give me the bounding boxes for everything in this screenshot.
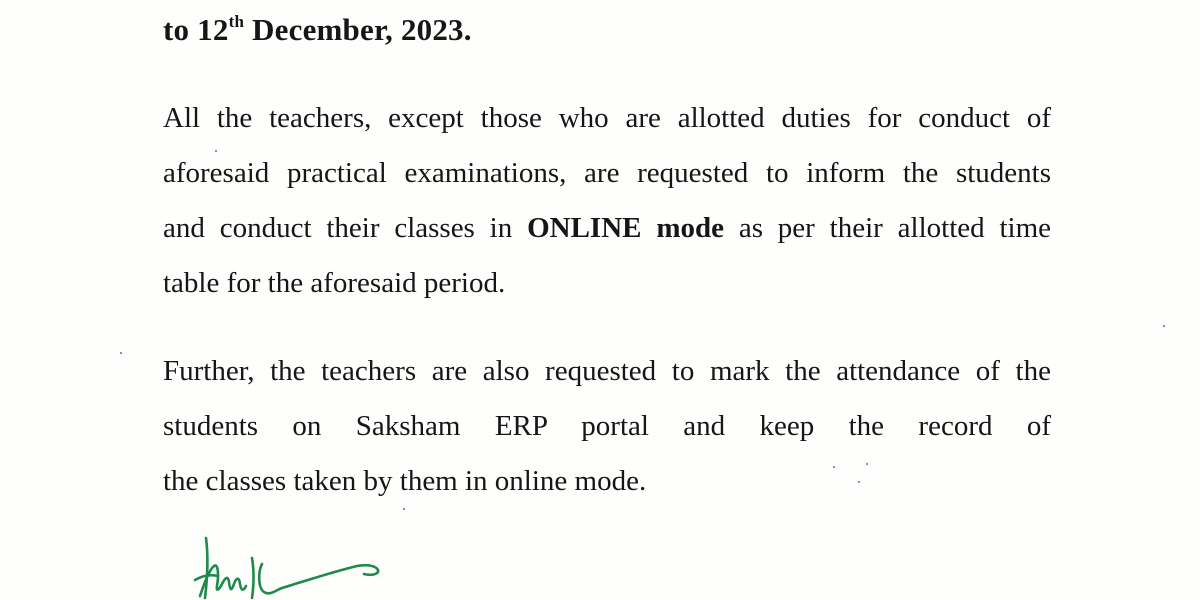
scan-speck: [120, 352, 122, 354]
paragraph-text: and conduct their classes in: [163, 212, 528, 244]
paragraph-line: [163, 201, 1051, 256]
scan-speck: [833, 466, 835, 468]
date-heading-ordinal: th: [228, 12, 245, 31]
paragraph-line: All the teachers, except those who are allotted duties for conduct of: [163, 102, 1051, 134]
date-heading-suffix: December, 2023.: [244, 12, 472, 47]
scan-speck: [866, 463, 868, 465]
paragraph-line: aforesaid practical examinations, are requested to inform the students: [163, 157, 1051, 189]
paragraph-line: the classes taken by them in online mode.: [163, 465, 647, 497]
scan-speck: [215, 150, 217, 152]
scan-speck: [403, 508, 405, 510]
online-mode-emphasis: ONLINE mode: [527, 212, 724, 244]
paragraph-line: Further, the teachers are also requested to mark the attendance of the: [163, 355, 1051, 387]
signature-image: [192, 528, 392, 600]
paragraph-online-classes: [163, 91, 1051, 311]
paragraph-line: table for the aforesaid period.: [163, 267, 506, 299]
date-heading: [163, 12, 472, 48]
scan-speck: [1163, 325, 1165, 327]
date-heading-prefix: to 12: [163, 12, 229, 47]
paragraph-attendance: [163, 344, 1051, 509]
paragraph-text: as per their allotted time: [723, 212, 1051, 244]
paragraph-line: students on Saksham ERP portal and keep the record of: [163, 410, 1051, 442]
scan-speck: [858, 481, 860, 483]
